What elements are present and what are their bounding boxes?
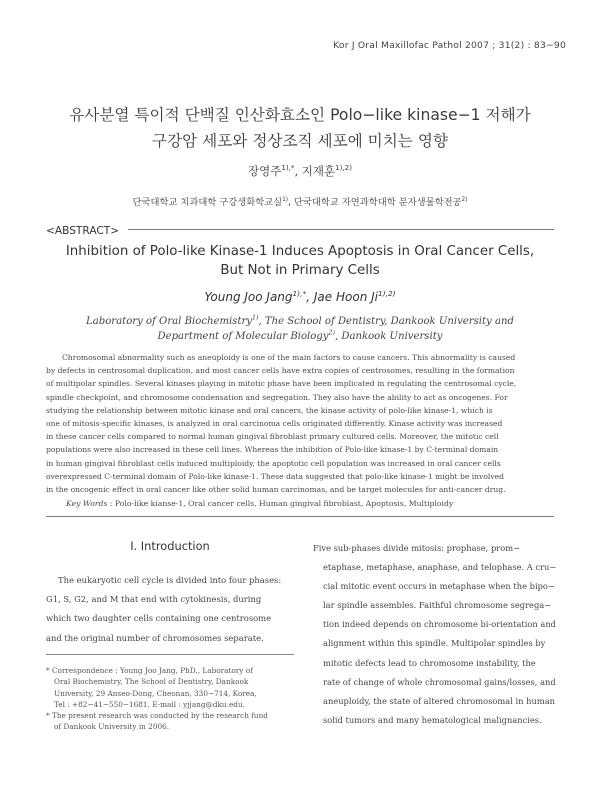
footnote-correspondence-line: Oral Biochemistry, The School of Dentistry, Dankook bbox=[54, 677, 249, 687]
abstract-body bbox=[46, 351, 554, 496]
body-line: etaphase, metaphase, anaphase, and telophase. A cru− bbox=[323, 562, 557, 573]
footnotes bbox=[46, 665, 298, 733]
korean-author-2-affiliation-mark: 1),2) bbox=[335, 163, 352, 173]
body-line: tion indeed depends on chromosome bi-orientation and bbox=[323, 619, 556, 630]
english-author-1: Young Joo Jang bbox=[204, 290, 293, 304]
abstract-top-rule bbox=[128, 229, 554, 230]
abstract-line: overexpressed C-terminal domain of Polo-like kinase-1. These data suggested that polo-like kinase-1 might be involved bbox=[46, 471, 504, 481]
footnote-correspondence-line: Tel : +82−41−550−1681, E-mail : yjjang@dku.edu. bbox=[54, 699, 245, 709]
introduction-left-column bbox=[46, 571, 300, 648]
running-header: Kor J Oral Maxillofac Pathol 2007 ; 31(2) : 83−90 bbox=[333, 40, 566, 51]
footnote-funding-line: * The present research was conducted by the research fund bbox=[46, 711, 268, 721]
footnote-correspondence-line: University, 29 Anseo-Dong, Cheonan, 330−714, Korea, bbox=[54, 688, 257, 698]
korean-affiliation-separator: , bbox=[288, 197, 294, 208]
korean-affiliation-2-mark: 2) bbox=[461, 196, 468, 203]
english-title-line-2: But Not in Primary Cells bbox=[220, 263, 380, 278]
abstract-bottom-rule bbox=[46, 516, 554, 517]
abstract-line: by defects in centrosomal duplication, and most cancer cells have extra copies of centrosomes, resulting in the formation bbox=[46, 366, 515, 376]
abstract-line: spindle checkpoint, and chromosome condensation and segregation. They also have the ability to act as oncogenes. For bbox=[46, 392, 508, 402]
abstract-line: in these cancer cells compared to normal human gingival fibroblast primary cultured cells. Moreover, the mitotic cell bbox=[46, 432, 499, 442]
korean-affiliations bbox=[0, 194, 600, 208]
body-line: The eukaryotic cell cycle is divided into four phases: bbox=[58, 575, 282, 585]
body-line: and the original number of chromosomes separate. bbox=[46, 632, 264, 643]
english-affiliation-2-rest: , Dankook University bbox=[334, 331, 443, 342]
body-line: aneuploidy, the state of altered chromosomal in human bbox=[323, 695, 555, 706]
korean-affiliation-2: 단국대학교 자연과학대학 분자생물학전공 bbox=[293, 197, 462, 208]
english-affiliation-2-name: Department of Molecular Biology bbox=[157, 331, 329, 342]
english-affiliation-1-mark: 1) bbox=[252, 314, 259, 322]
body-line: rate of change of whole chromosomal gains/losses, and bbox=[323, 676, 556, 687]
korean-title-line-2: 구강암 세포와 정상조직 세포에 미치는 영향 bbox=[152, 132, 448, 150]
introduction-right-column bbox=[313, 539, 558, 730]
english-affiliation-1-name: Laboratory of Oral Biochemistry bbox=[86, 316, 253, 327]
section-heading-introduction: I. Introduction bbox=[130, 539, 210, 553]
body-line: lar spindle assembles. Faithful chromosome segrega− bbox=[323, 600, 552, 611]
abstract-line: studying the relationship between mitotic kinase and oral cancers, the kinase activity of polo-like kinase-1, which is bbox=[46, 405, 493, 415]
korean-authors bbox=[0, 163, 600, 179]
korean-author-separator: , bbox=[294, 164, 302, 178]
abstract-label: <ABSTRACT> bbox=[46, 225, 120, 237]
keywords-label: Key Words bbox=[66, 499, 108, 508]
abstract-line: populations were also increased in these cell lines. Whereas the inhibition of Polo-like kinase-1 by C-terminal domain bbox=[46, 445, 499, 455]
footnote-correspondence-line: * Correspondence : Young Joo Jang, PhD., Laboratory of bbox=[46, 666, 253, 675]
korean-author-1-affiliation-mark: 1),* bbox=[281, 163, 295, 173]
english-author-2: Jae Hoon Ji bbox=[313, 290, 378, 304]
english-title-line-1: Inhibition of Polo-like Kinase-1 Induces Apoptosis in Oral Cancer Cells, bbox=[65, 244, 535, 259]
keywords-text: : Polo-like kianse-1, Oral cancer cells, Human gingival fibroblast, Apoptosis, Multiploidy bbox=[107, 499, 454, 508]
keywords bbox=[66, 499, 453, 508]
abstract-line: in the oncogenic effect in oral cancer like other solid human carcinomas, and be target molecules for anti-cancer drug. bbox=[46, 485, 506, 495]
korean-affiliation-1-mark: 1) bbox=[282, 196, 289, 203]
body-line: which two daughter cells containing one centrosome bbox=[46, 613, 272, 624]
footnote-rule bbox=[46, 654, 294, 655]
body-line: G1, S, G2, and M that end with cytokinesis, during bbox=[46, 594, 262, 605]
abstract-line: in human gingival fibroblast cells induced multiploidy, the apoptotic cell population was increased in oral cancer cells bbox=[46, 458, 501, 468]
english-author-separator: , bbox=[306, 290, 314, 304]
body-line: cial mitotic event occurs in metaphase when the bipo− bbox=[323, 581, 555, 592]
english-affiliation-1-rest: , The School of Dentistry, Dankook University and bbox=[258, 316, 514, 327]
english-affiliation-line-1 bbox=[0, 316, 600, 327]
english-affiliation-2-mark: 2) bbox=[328, 329, 335, 337]
english-authors bbox=[0, 290, 600, 304]
abstract-line: Chromosomal abnormality such as aneuploidy is one of the main factors to cause cancers. This abnormality is caused bbox=[62, 353, 516, 362]
body-line: Five sub-phases divide mitosis: prophase, prom− bbox=[313, 543, 521, 553]
body-line: mitotic defects lead to chromosome instability, the bbox=[323, 657, 536, 668]
body-line: solid tumors and many hematological malignancies. bbox=[323, 714, 542, 725]
korean-title-line-1: 유사분열 특이적 단백질 인산화효소인 Polo−like kinase−1 저해가 bbox=[69, 106, 531, 124]
english-author-1-affiliation-mark: 1),* bbox=[292, 289, 307, 298]
korean-author-1: 장영주 bbox=[248, 164, 282, 178]
english-affiliation-line-2 bbox=[0, 331, 600, 342]
body-line: alignment within this spindle. Multipolar spindles by bbox=[323, 638, 546, 649]
footnote-funding-line: of Dankook University in 2006. bbox=[54, 722, 170, 732]
abstract-line: one of mitosis-specific kinases, is analyzed in oral carcinoma cells originated differently. Kinase activity was increased bbox=[46, 419, 503, 429]
korean-author-2: 지재훈 bbox=[301, 164, 336, 178]
english-author-2-affiliation-mark: 1),2) bbox=[377, 289, 396, 298]
korean-affiliation-1: 단국대학교 치과대학 구강생화학교실 bbox=[132, 197, 283, 208]
abstract-line: of multipolar spindles. Several kinases playing in mitotic phase have been implicated in regulating the centrosomal cycle, bbox=[46, 379, 517, 389]
